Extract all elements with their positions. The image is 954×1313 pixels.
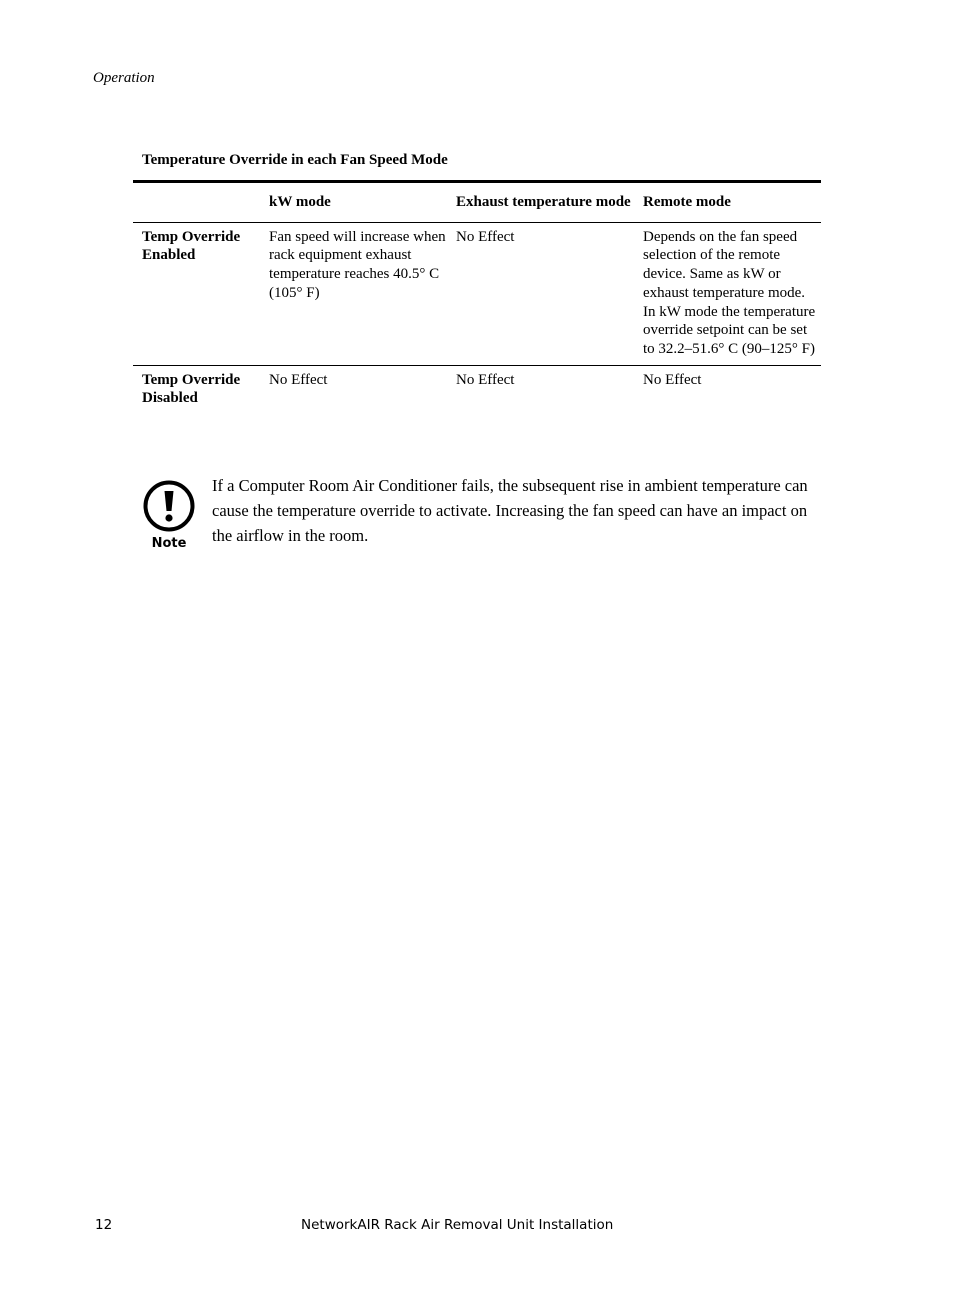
table-header-row: [133, 183, 821, 223]
row-label: Temp Override Disabled: [142, 371, 241, 407]
temperature-override-table: [133, 180, 821, 408]
document-title: NetworkAIR Rack Air Removal Unit Installation: [301, 1217, 614, 1233]
running-head: Operation: [93, 70, 155, 86]
cell-exhaust: No Effect: [456, 371, 515, 388]
header-cell-empty: [133, 183, 269, 222]
exclamation-circle-icon: [142, 479, 196, 533]
table-caption: Temperature Override in each Fan Speed Mode: [142, 152, 448, 168]
table-row: [133, 366, 821, 408]
cell-remote: Depends on the fan speed selection of the remote device. Same as kW or exhaust temperature mode. In kW mode the temperature override setpoint can be set to 32.2–51.6° C (90–125° F): [643, 228, 816, 357]
note-icon-group: [140, 479, 198, 551]
row-label: Temp Override Enabled: [142, 228, 241, 264]
cell-exhaust: No Effect: [456, 228, 515, 245]
cell-kw: No Effect: [269, 371, 328, 388]
note-label: Note: [151, 536, 187, 551]
cell-kw: Fan speed will increase when rack equipment exhaust temperature reaches 40.5° C (105° F): [269, 228, 446, 301]
header-cell-exhaust-mode: Exhaust temperature mode: [456, 194, 631, 210]
table-row: [133, 223, 821, 366]
cell-remote: No Effect: [643, 371, 702, 388]
note-text: If a Computer Room Air Conditioner fails, the subsequent rise in ambient temperature can cause the temperature override to activate. Increasing the fan speed can have an impact on the airflow in the room.: [212, 476, 808, 545]
header-cell-kw-mode: kW mode: [269, 194, 331, 210]
header-cell-remote-mode: Remote mode: [643, 194, 731, 210]
page-number: 12: [95, 1217, 113, 1233]
